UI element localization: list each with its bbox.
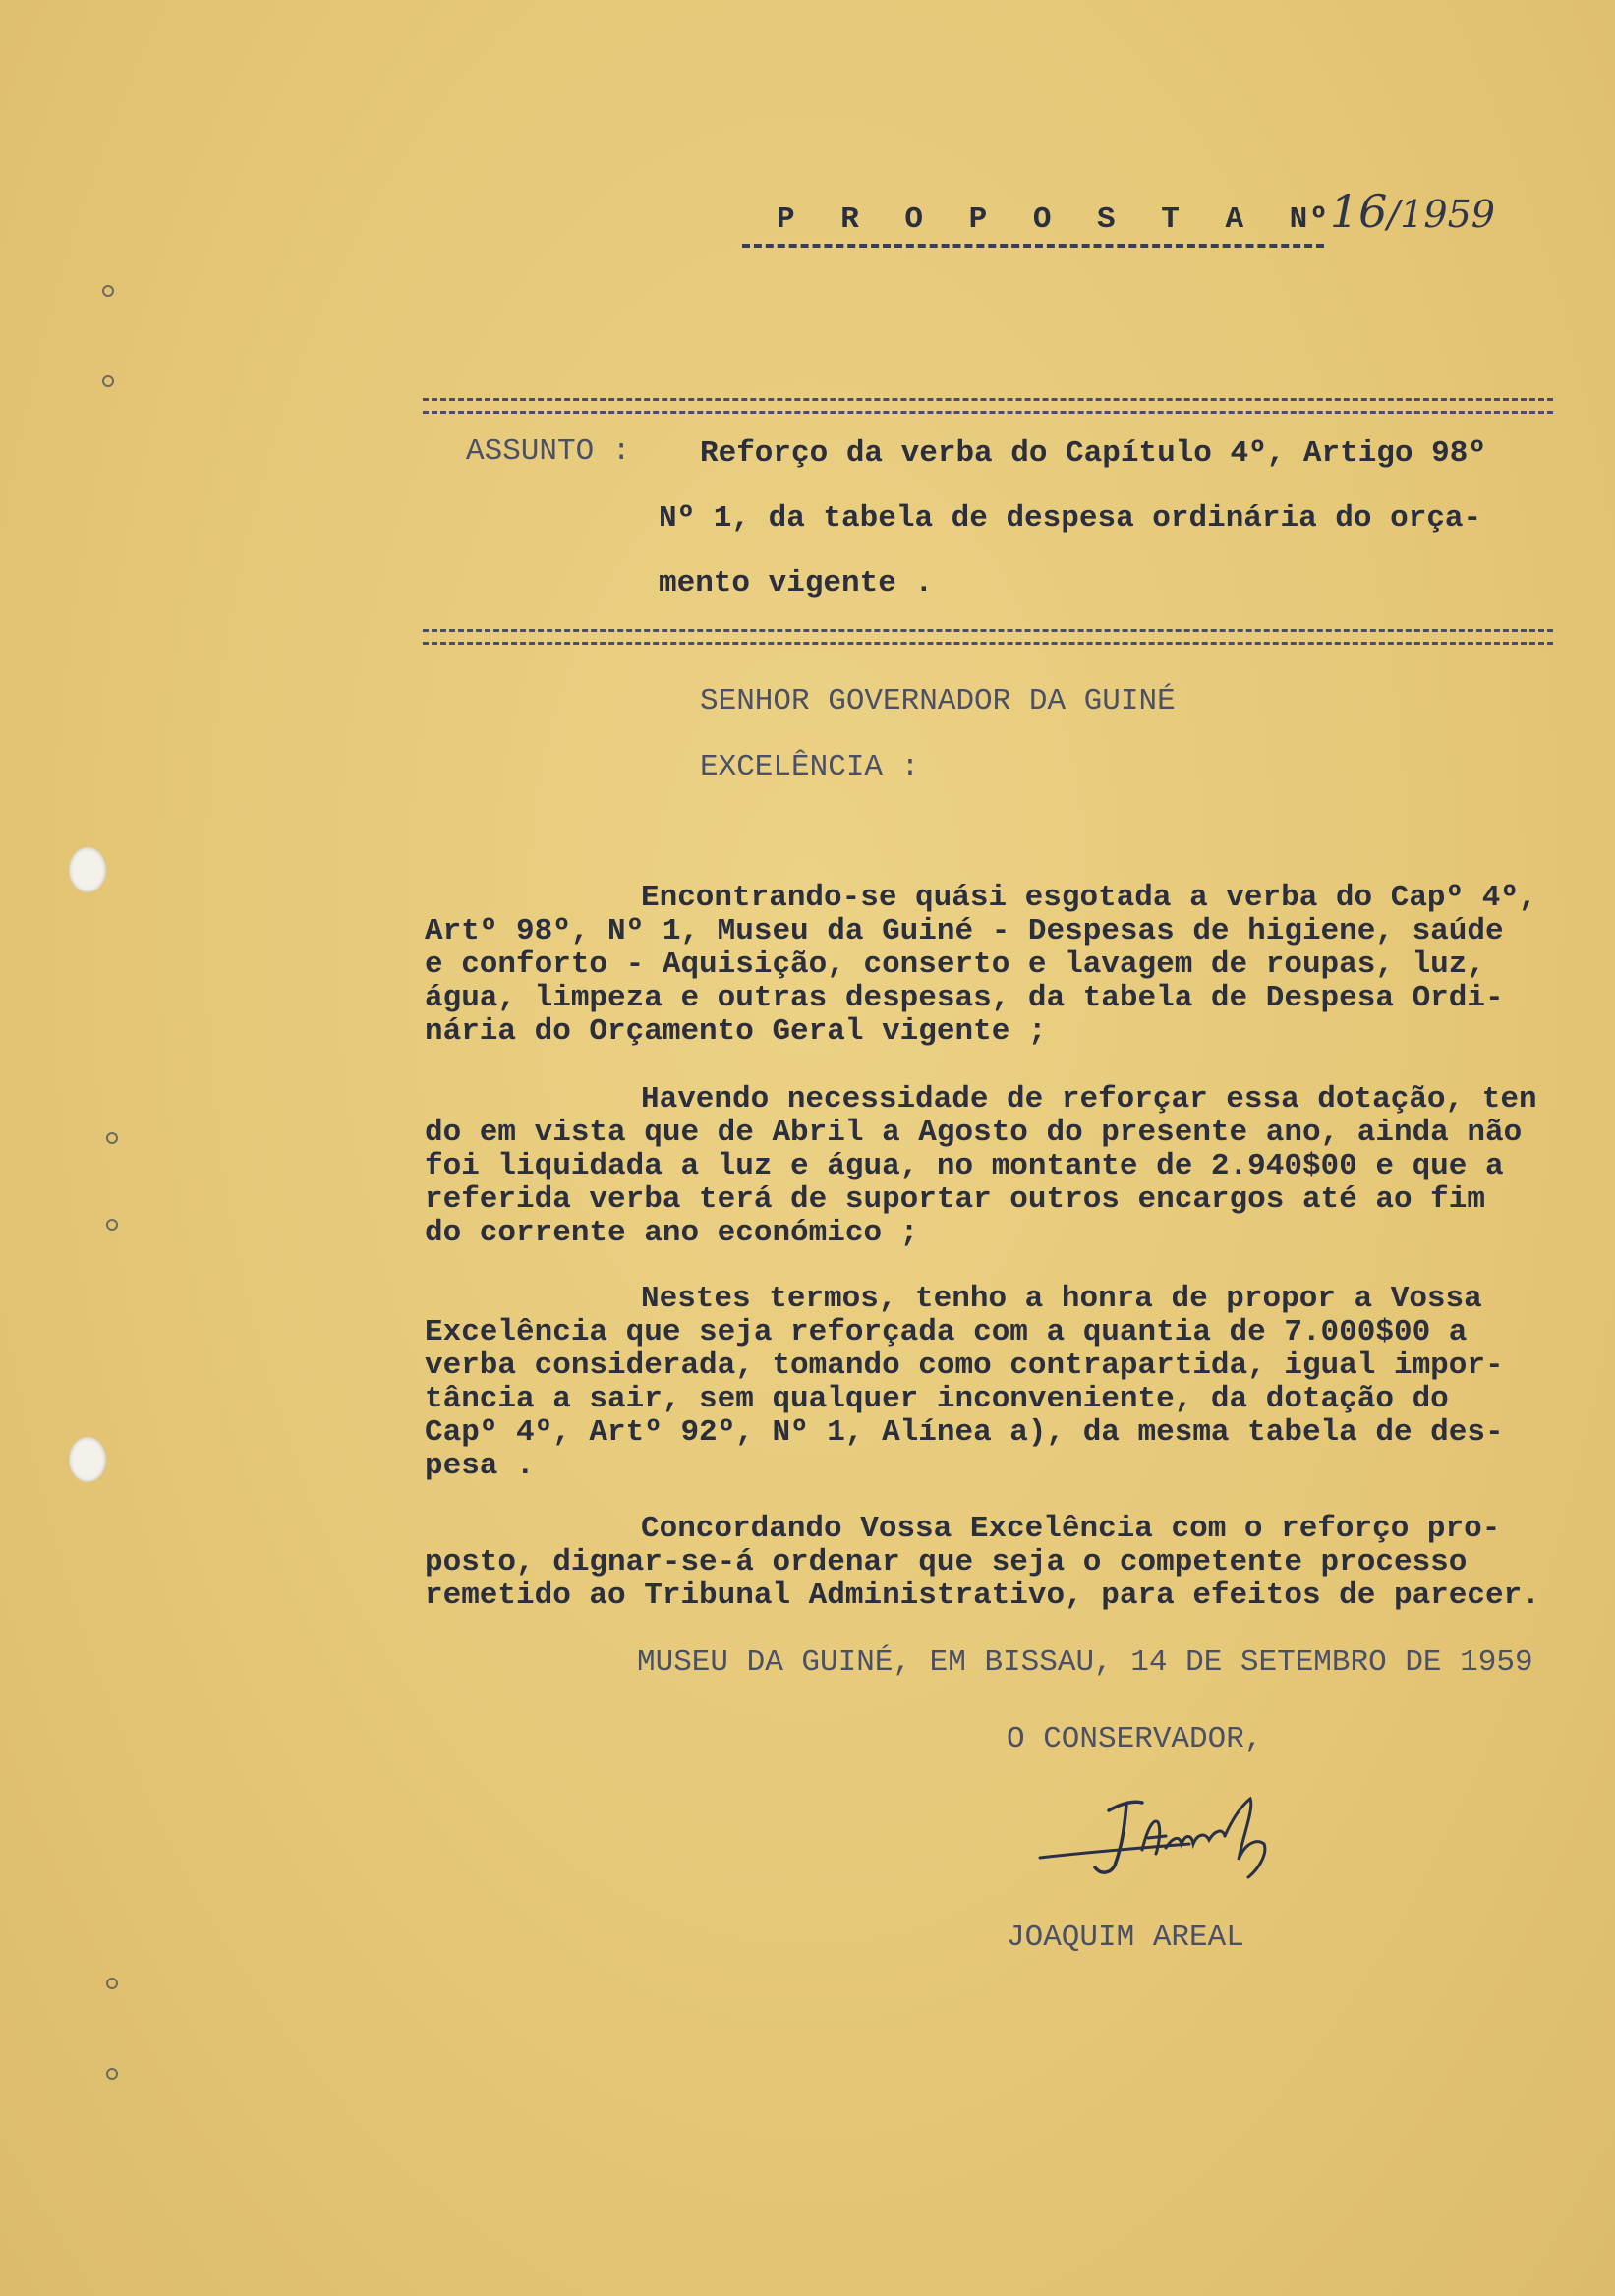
subject-line-2: Nº 1, da tabela de despesa ordinária do orça-	[659, 501, 1482, 536]
proposal-number: 16	[1329, 185, 1388, 238]
title-underline	[742, 244, 1324, 248]
paragraph-3-line-4: tância a sair, sem qualquer inconveniente, da dotação do	[425, 1382, 1449, 1416]
margin-mark	[106, 2068, 118, 2080]
punch-hole-bottom	[69, 1437, 106, 1482]
margin-mark	[106, 1219, 118, 1231]
paragraph-2-line-4: referida verba terá de suportar outros encargos até ao fim	[425, 1182, 1485, 1217]
paragraph-3-line-5: Capº 4º, Artº 92º, Nº 1, Alínea a), da mesma tabela de des-	[425, 1415, 1504, 1450]
margin-mark	[102, 285, 114, 297]
paragraph-1-line-2: Artº 98º, Nº 1, Museu da Guiné - Despesas de higiene, saúde	[425, 914, 1504, 948]
greeting: EXCELÊNCIA :	[700, 750, 920, 784]
subject-line-3: mento vigente .	[659, 566, 934, 601]
paragraph-1-line-4: água, limpeza e outras despesas, da tabela de Despesa Ordi-	[425, 981, 1504, 1015]
margin-mark	[106, 1978, 118, 1989]
divider-bottom	[423, 629, 1553, 645]
signatory-role: O CONSERVADOR,	[1007, 1722, 1263, 1756]
addressee: SENHOR GOVERNADOR DA GUINÉ	[700, 684, 1176, 718]
paragraph-3-line-6: pesa .	[425, 1449, 535, 1483]
paragraph-3-line-3: verba considerada, tomando como contrapartida, igual impor-	[425, 1349, 1504, 1383]
subject-line-1: Reforço da verba do Capítulo 4º, Artigo 98º	[700, 436, 1486, 471]
subject-label: ASSUNTO :	[466, 434, 631, 469]
paragraph-3-line-1: Nestes termos, tenho a honra de propor a Vossa	[641, 1282, 1482, 1316]
proposal-title	[777, 185, 1495, 238]
paragraph-2-line-1: Havendo necessidade de reforçar essa dotação, ten	[641, 1082, 1537, 1117]
signatory-name: JOAQUIM AREAL	[1007, 1921, 1244, 1955]
paragraph-2-line-3: foi liquidada a luz e água, no montante de 2.940$00 e que a	[425, 1149, 1504, 1183]
paragraph-1-line-3: e conforto - Aquisição, conserto e lavagem de roupas, luz,	[425, 947, 1485, 982]
proposal-number-prefix: Nº	[1289, 202, 1330, 237]
paragraph-4-line-2: posto, dignar-se-á ordenar que seja o competente processo	[425, 1545, 1468, 1579]
paragraph-4-line-3: remetido ao Tribunal Administrativo, para efeitos de parecer.	[425, 1578, 1540, 1613]
paragraph-2-line-2: do em vista que de Abril a Agosto do presente ano, ainda não	[425, 1116, 1523, 1150]
paragraph-4-line-1: Concordando Vossa Excelência com o reforço pro-	[641, 1512, 1501, 1546]
divider-top	[423, 398, 1553, 414]
place-date: MUSEU DA GUINÉ, EM BISSAU, 14 DE SETEMBRO DE 1959	[637, 1645, 1533, 1680]
margin-mark	[102, 375, 114, 387]
handwritten-signature	[1032, 1779, 1307, 1887]
paragraph-3-line-2: Excelência que seja reforçada com a quantia de 7.000$00 a	[425, 1315, 1468, 1349]
proposal-year: /1959	[1387, 193, 1495, 236]
paragraph-1-line-5: nária do Orçamento Geral vigente ;	[425, 1014, 1047, 1049]
paragraph-2-line-5: do corrente ano económico ;	[425, 1216, 919, 1250]
proposal-label: P R O P O S T A	[777, 202, 1258, 237]
punch-hole-top	[69, 847, 106, 892]
paragraph-1-line-1: Encontrando-se quási esgotada a verba do Capº 4º,	[641, 881, 1537, 915]
margin-mark	[106, 1132, 118, 1144]
